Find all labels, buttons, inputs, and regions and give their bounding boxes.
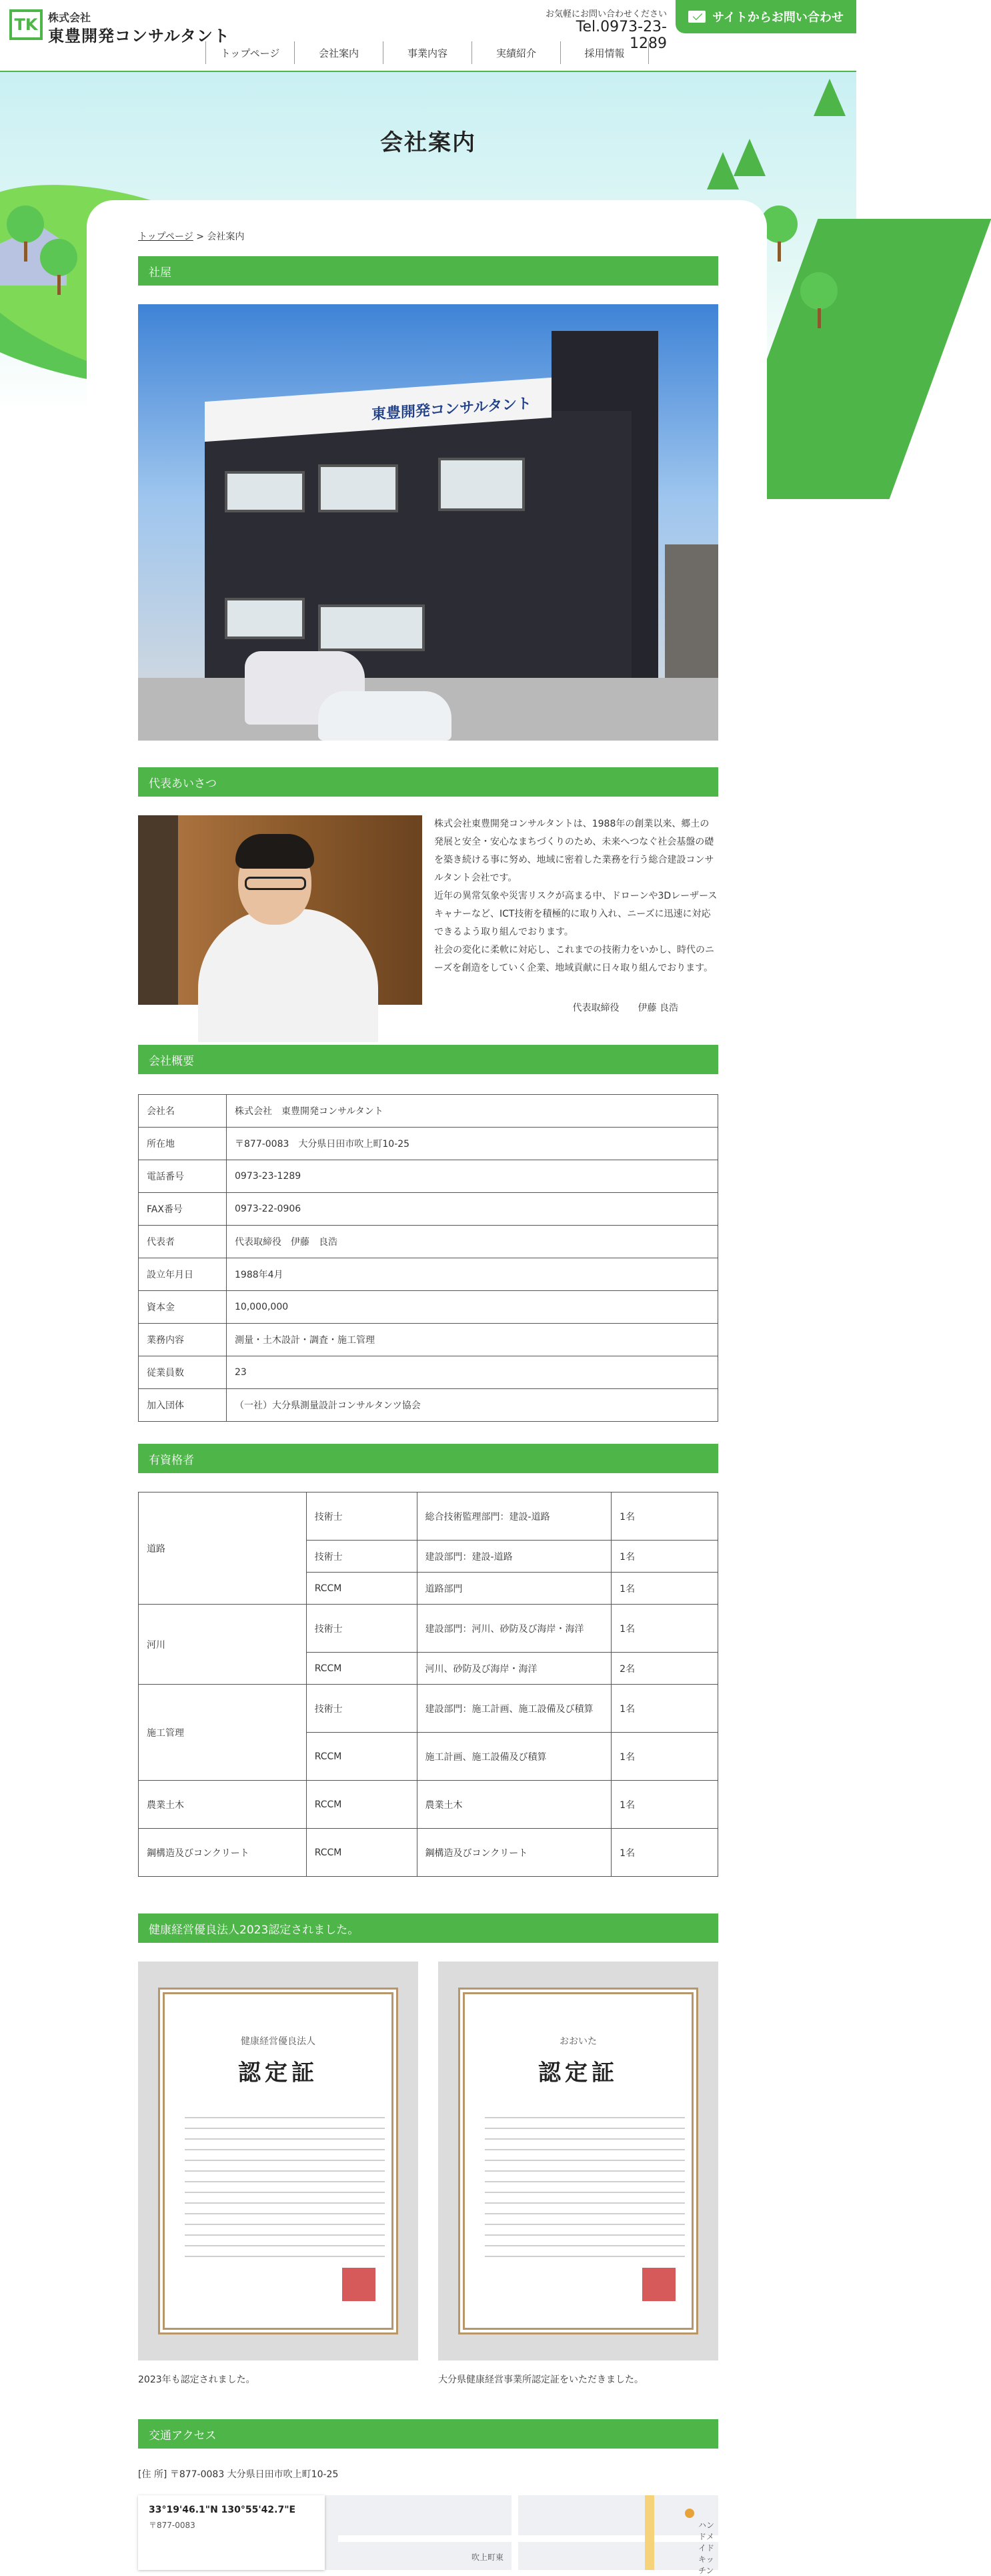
- map-road: [338, 2535, 738, 2542]
- certificate-body: [485, 2108, 685, 2261]
- table-cell: 1名: [612, 1781, 718, 1829]
- table-cell: 建設部門：河川、砂防及び海岸・海洋: [417, 1605, 612, 1653]
- table-row: [139, 1160, 718, 1193]
- certificate-frame: [458, 1988, 698, 2334]
- table-cell: 鋼構造及びコンクリート: [417, 1829, 612, 1877]
- table-value-cell: （一社）大分県測量設計コンサルタンツ協会: [227, 1389, 718, 1422]
- table-row: [139, 1389, 718, 1422]
- table-cell: RCCM: [306, 1829, 417, 1877]
- table-cell: 技術士: [306, 1685, 417, 1733]
- pine-illustration: [774, 319, 806, 356]
- pine-illustration: [814, 79, 846, 116]
- seal-stamp: [342, 2268, 375, 2301]
- president-photo: [138, 815, 422, 1005]
- table-cell: 1名: [612, 1492, 718, 1541]
- table-row: [139, 1605, 718, 1653]
- table-cell: 1名: [612, 1541, 718, 1573]
- building-photo: [138, 304, 718, 741]
- table-cell: 施工計画、施工設備及び積算: [417, 1733, 612, 1781]
- table-value-cell: 〒877-0083 大分県日田市吹上町10-25: [227, 1128, 718, 1160]
- table-value-cell: 株式会社 東豊開発コンサルタント: [227, 1095, 718, 1128]
- map-info-card[interactable]: [138, 2495, 325, 2570]
- table-row: [139, 1095, 718, 1128]
- building-window: [225, 598, 305, 639]
- certificate-title: 認定証: [238, 2060, 318, 2086]
- site-header: [0, 0, 856, 72]
- table-cell: 技術士: [306, 1605, 417, 1653]
- table-row: [139, 1356, 718, 1389]
- table-cell: 技術士: [306, 1492, 417, 1541]
- table-key-cell: 加入団体: [139, 1389, 227, 1422]
- map-place-label: 吹上町東: [471, 2553, 504, 2562]
- table-cell: 1名: [612, 1733, 718, 1781]
- greeting-paragraph: 株式会社東豊開発コンサルタントは、1988年の創業以来、郷土の発展と安全・安心なまちづくりのため、未来へつなぐ社会基盤の礎を築き続ける事に努め、地域に密着した業務を行う総合建設コンサルタント会社です。: [434, 819, 714, 883]
- table-cell: 建設部門：施工計画、施工設備及び積算: [417, 1685, 612, 1733]
- access-address: [住 所] 〒877-0083 大分県日田市吹上町10-25: [138, 2469, 339, 2480]
- table-row: [139, 1258, 718, 1291]
- table-row: [139, 1226, 718, 1258]
- table-cell: 1名: [612, 1829, 718, 1877]
- nav-item-works[interactable]: 実績紹介: [471, 41, 560, 64]
- nav-item-recruit[interactable]: 採用情報: [560, 41, 649, 64]
- table-cell: 道路: [139, 1492, 307, 1605]
- section-heading-greeting: 代表あいさつ: [138, 767, 718, 797]
- table-cell: 農業土木: [139, 1781, 307, 1829]
- nav-item-business[interactable]: 事業内容: [383, 41, 471, 64]
- main-nav: [205, 41, 649, 64]
- logo-company-name[interactable]: 東豊開発コンサルタント: [48, 27, 230, 45]
- table-row: [139, 1781, 718, 1829]
- table-cell: 河川、砂防及び海岸・海洋: [417, 1653, 612, 1685]
- map-place-label: ハンドメイドキッチン: [698, 2521, 715, 2575]
- greeting-paragraph: 近年の異常気象や災害リスクが高まる中、ドローンや3Dレーザースキャナーなど、ICT技術を積極的に取り入れ、ニーズに迅速に対応できるよう取り組んでおります。: [434, 891, 718, 937]
- map-road: [645, 2495, 654, 2570]
- logo-mark[interactable]: TK: [9, 9, 43, 40]
- table-key-cell: 業務内容: [139, 1324, 227, 1356]
- contact-form-label: サイトからお問い合わせ: [712, 11, 844, 25]
- tree-illustration: [800, 272, 838, 310]
- table-row: [139, 1193, 718, 1226]
- table-cell: 農業土木: [417, 1781, 612, 1829]
- table-key-cell: 電話番号: [139, 1160, 227, 1193]
- table-key-cell: 従業員数: [139, 1356, 227, 1389]
- building-sign-text: 東豊開発コンサルタント: [371, 395, 532, 424]
- table-row: [139, 1324, 718, 1356]
- parked-car: [318, 691, 451, 741]
- table-row: [139, 1128, 718, 1160]
- table-key-cell: 設立年月日: [139, 1258, 227, 1291]
- table-value-cell: 代表取締役 伊藤 良浩: [227, 1226, 718, 1258]
- certificate-body: [185, 2108, 385, 2261]
- section-heading-qualified: 有資格者: [138, 1444, 718, 1473]
- building-window: [318, 464, 398, 512]
- table-cell: 1名: [612, 1605, 718, 1653]
- table-cell: 1名: [612, 1685, 718, 1733]
- map-postal-code: 〒877-0083: [149, 2521, 195, 2530]
- certificate-caption: 大分県健康経営事業所認定証をいただきました。: [438, 2375, 644, 2385]
- greeting-paragraph: 社会の変化に柔軟に対応し、これまでの技術力をいかし、時代のニーズを創造をしていく企業、地域貢献に日々取り組んでおります。: [434, 945, 714, 973]
- table-cell: 2名: [612, 1653, 718, 1685]
- section-heading-access: 交通アクセス: [138, 2419, 718, 2449]
- map-coordinates: 33°19'46.1"N 130°55'42.7"E: [149, 2505, 296, 2515]
- table-key-cell: FAX番号: [139, 1193, 227, 1226]
- nav-item-top[interactable]: トップページ: [205, 41, 294, 64]
- building-window: [438, 458, 525, 511]
- table-value-cell: 10,000,000: [227, 1291, 718, 1324]
- certificate-subtitle: おおいた: [560, 2036, 597, 2047]
- breadcrumb-home-link[interactable]: トップページ: [138, 232, 193, 242]
- certificate-title: 認定証: [538, 2060, 618, 2086]
- table-cell: 建設部門：建設-道路: [417, 1541, 612, 1573]
- breadcrumb-current: 会社案内: [207, 232, 245, 242]
- table-cell: RCCM: [306, 1781, 417, 1829]
- certificate-image: [438, 1962, 718, 2360]
- section-heading-building: 社屋: [138, 256, 718, 286]
- table-cell: 道路部門: [417, 1573, 612, 1605]
- logo-company-type[interactable]: 株式会社: [48, 11, 91, 24]
- breadcrumb: [138, 230, 244, 243]
- table-cell: 河川: [139, 1605, 307, 1685]
- section-heading-overview: 会社概要: [138, 1045, 718, 1074]
- photo-glasses: [245, 877, 306, 890]
- page-title: 会社案内: [380, 129, 476, 156]
- table-cell: RCCM: [306, 1573, 417, 1605]
- table-row: [139, 1685, 718, 1733]
- table-row: [139, 1829, 718, 1877]
- table-key-cell: 代表者: [139, 1226, 227, 1258]
- table-cell: RCCM: [306, 1733, 417, 1781]
- greeting-signature: 代表取締役 伊藤 良浩: [572, 1003, 678, 1013]
- table-value-cell: 23: [227, 1356, 718, 1389]
- seal-stamp: [642, 2268, 676, 2301]
- table-cell: 鋼構造及びコンクリート: [139, 1829, 307, 1877]
- table-key-cell: 所在地: [139, 1128, 227, 1160]
- table-key-cell: 会社名: [139, 1095, 227, 1128]
- breadcrumb-separator: >: [193, 232, 207, 242]
- table-cell: 施工管理: [139, 1685, 307, 1781]
- building-window: [318, 604, 425, 651]
- table-value-cell: 測量・土木設計・調査・施工管理: [227, 1324, 718, 1356]
- company-overview-table: [138, 1094, 718, 1422]
- contact-form-button[interactable]: [676, 0, 856, 33]
- table-key-cell: 資本金: [139, 1291, 227, 1324]
- table-cell: RCCM: [306, 1653, 417, 1685]
- table-row: [139, 1492, 718, 1541]
- building-window: [225, 471, 305, 512]
- contact-phone[interactable]: Tel.0973-23-1289: [576, 19, 667, 52]
- photo-hair: [235, 834, 314, 869]
- table-value-cell: 0973-23-1289: [227, 1160, 718, 1193]
- map-pin-icon[interactable]: [685, 2509, 694, 2518]
- tree-illustration: [7, 205, 44, 243]
- table-cell: 総合技術監理部門：建設-道路: [417, 1492, 612, 1541]
- table-cell: 技術士: [306, 1541, 417, 1573]
- photo-body: [198, 909, 378, 1042]
- map-road: [512, 2495, 518, 2570]
- photo-shelf: [138, 815, 178, 1005]
- certificate-image: [138, 1962, 418, 2360]
- certificate-frame: [158, 1988, 398, 2334]
- greeting-text: [434, 815, 718, 977]
- section-heading-health: 健康経営優良法人2023認定されました。: [138, 1913, 718, 1943]
- qualified-staff-table: [138, 1492, 718, 1877]
- contact-note: お気軽にお問い合わせください: [545, 9, 667, 19]
- nav-item-company[interactable]: 会社案内: [294, 41, 383, 64]
- table-cell: 1名: [612, 1573, 718, 1605]
- mail-icon: [688, 11, 706, 23]
- certificate-caption: 2023年も認定されました。: [138, 2375, 255, 2385]
- table-value-cell: 1988年4月: [227, 1258, 718, 1291]
- tree-illustration: [40, 239, 77, 276]
- table-row: [139, 1291, 718, 1324]
- table-value-cell: 0973-22-0906: [227, 1193, 718, 1226]
- certificate-subtitle: 健康経営優良法人: [241, 2036, 315, 2047]
- embedded-map[interactable]: [138, 2495, 718, 2575]
